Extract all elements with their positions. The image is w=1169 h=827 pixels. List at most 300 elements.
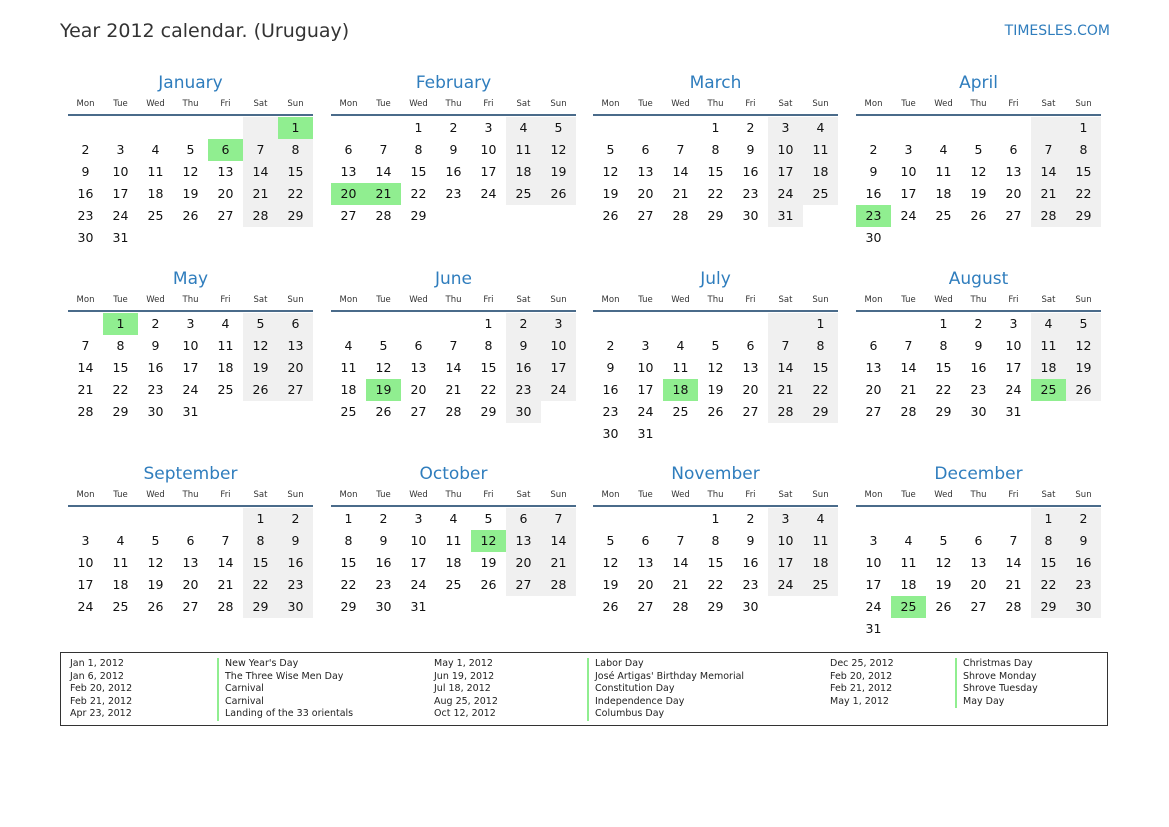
day-cell: 14 (243, 161, 278, 183)
day-cell: 31 (768, 205, 803, 227)
day-grid (856, 117, 1101, 249)
day-cell: 23 (375, 577, 392, 592)
weekday-label: Thu (970, 99, 987, 109)
day-cell: 13 (182, 555, 199, 570)
holiday-name: Carnival (217, 696, 264, 709)
day-cell: 17 (541, 357, 576, 379)
day-cell: 11 (445, 533, 462, 548)
day-cell: 11 (1031, 335, 1066, 357)
weekday-label: Mon (601, 490, 620, 500)
day-cell: 12 (375, 360, 392, 375)
brand-link[interactable]: TIMESLES.COM (1004, 23, 1110, 39)
day-cell: 24 (637, 404, 654, 419)
day-cell: 31 (637, 426, 654, 441)
holiday-name: Constitution Day (587, 683, 675, 696)
day-cell: 8 (484, 338, 493, 353)
month-february (331, 72, 576, 227)
holiday-day-cell: 20 (331, 183, 366, 205)
day-cell: 1 (711, 511, 720, 526)
day-cell: 9 (974, 338, 983, 353)
weekday-label: Sat (778, 295, 793, 305)
weekday-label: Mon (864, 490, 883, 500)
holiday-date: Aug 25, 2012 (434, 695, 498, 707)
day-cell: 13 (742, 360, 759, 375)
day-cell: 11 (112, 555, 129, 570)
holiday-day-cell: 23 (856, 205, 891, 227)
day-blank (366, 313, 401, 335)
weekday-label: Fri (745, 295, 756, 305)
day-cell: 21 (672, 186, 689, 201)
day-cell: 1 (414, 120, 423, 135)
day-cell: 4 (904, 533, 913, 548)
day-cell: 9 (151, 338, 160, 353)
day-cell: 19 (480, 555, 497, 570)
day-cell: 6 (344, 142, 353, 157)
day-cell: 28 (672, 208, 689, 223)
day-cell: 15 (1031, 552, 1066, 574)
day-cell: 15 (707, 164, 724, 179)
weekday-label: Thu (970, 295, 987, 305)
day-cell: 29 (480, 404, 497, 419)
day-cell: 17 (865, 577, 882, 592)
weekday-label: Thu (707, 490, 724, 500)
weekday-label: Tue (638, 490, 653, 500)
day-cell: 4 (1031, 313, 1066, 335)
weekday-header (68, 293, 313, 312)
day-cell: 4 (221, 316, 230, 331)
day-cell: 9 (1066, 530, 1101, 552)
holiday-name: Christmas Day (955, 658, 1033, 671)
month-september (68, 463, 313, 618)
weekday-label: Thu (445, 490, 462, 500)
day-cell: 19 (970, 186, 987, 201)
weekday-label: Thu (707, 295, 724, 305)
day-cell: 6 (1009, 142, 1018, 157)
month-november (593, 463, 838, 618)
day-cell: 22 (707, 577, 724, 592)
day-cell: 1 (243, 508, 278, 530)
day-cell: 3 (641, 338, 650, 353)
day-cell: 4 (803, 117, 838, 139)
weekday-label: Tue (376, 99, 391, 109)
weekday-label: Wed (146, 99, 165, 109)
day-cell: 2 (379, 511, 388, 526)
weekday-label: Wed (671, 490, 690, 500)
weekday-label: Thu (182, 99, 199, 109)
day-cell: 20 (742, 382, 759, 397)
day-cell: 26 (541, 183, 576, 205)
day-grid (68, 508, 313, 618)
weekday-label: Sun (812, 490, 829, 500)
day-cell: 5 (1066, 313, 1101, 335)
month-name: September (143, 464, 238, 484)
day-cell: 13 (340, 164, 357, 179)
day-cell: 16 (970, 360, 987, 375)
day-cell: 4 (344, 338, 353, 353)
day-cell: 10 (900, 164, 917, 179)
weekday-header (331, 293, 576, 312)
day-cell: 12 (182, 164, 199, 179)
day-cell: 4 (506, 117, 541, 139)
day-cell: 17 (77, 577, 94, 592)
day-cell: 24 (182, 382, 199, 397)
day-cell: 3 (1009, 316, 1018, 331)
day-blank (663, 313, 698, 335)
day-cell: 29 (1066, 205, 1101, 227)
weekday-label: Fri (745, 99, 756, 109)
day-cell: 29 (410, 208, 427, 223)
weekday-label: Sat (516, 99, 531, 109)
day-cell: 26 (480, 577, 497, 592)
weekday-label: Thu (445, 295, 462, 305)
day-cell: 13 (637, 164, 654, 179)
holiday-name: Shrove Tuesday (955, 683, 1038, 696)
day-cell: 30 (375, 599, 392, 614)
day-cell: 19 (707, 382, 724, 397)
day-cell: 2 (1066, 508, 1101, 530)
day-grid (593, 313, 838, 445)
day-cell: 14 (217, 555, 234, 570)
weekday-label: Sat (1041, 295, 1056, 305)
weekday-label: Tue (638, 295, 653, 305)
day-cell: 23 (278, 574, 313, 596)
day-cell: 27 (970, 599, 987, 614)
month-january (68, 72, 313, 249)
weekday-label: Sun (550, 99, 567, 109)
day-cell: 16 (602, 382, 619, 397)
day-cell: 21 (672, 577, 689, 592)
weekday-label: Sat (253, 490, 268, 500)
weekday-label: Sun (287, 490, 304, 500)
day-cell: 2 (506, 313, 541, 335)
weekday-label: Sat (253, 99, 268, 109)
day-cell: 15 (935, 360, 952, 375)
day-cell: 28 (1005, 599, 1022, 614)
day-cell: 5 (243, 313, 278, 335)
month-june (331, 268, 576, 423)
weekday-label: Tue (376, 295, 391, 305)
day-blank (856, 117, 891, 139)
weekday-label: Tue (113, 490, 128, 500)
day-cell: 15 (480, 360, 497, 375)
day-cell: 28 (375, 208, 392, 223)
day-cell: 18 (900, 577, 917, 592)
day-grid (593, 117, 838, 227)
weekday-label: Wed (671, 295, 690, 305)
holiday-name: José Artigas' Birthday Memorial (587, 671, 744, 684)
weekday-label: Tue (901, 99, 916, 109)
day-cell: 20 (410, 382, 427, 397)
month-name: May (172, 269, 209, 289)
weekday-label: Tue (638, 99, 653, 109)
day-cell: 27 (637, 208, 654, 223)
day-cell: 27 (182, 599, 199, 614)
day-cell: 15 (803, 357, 838, 379)
month-april (856, 72, 1101, 249)
day-cell: 14 (900, 360, 917, 375)
day-cell: 22 (480, 382, 497, 397)
day-cell: 7 (676, 142, 685, 157)
day-blank (628, 508, 663, 530)
day-blank (208, 117, 243, 139)
holiday-name: Columbus Day (587, 708, 664, 721)
day-cell: 26 (147, 599, 164, 614)
weekday-label: Mon (339, 295, 358, 305)
day-cell: 23 (602, 404, 619, 419)
day-cell: 20 (970, 577, 987, 592)
day-cell: 27 (1005, 208, 1022, 223)
day-cell: 20 (637, 577, 654, 592)
day-cell: 29 (1031, 596, 1066, 618)
day-cell: 14 (77, 360, 94, 375)
day-cell: 13 (1005, 164, 1022, 179)
day-cell: 12 (541, 139, 576, 161)
day-blank (331, 313, 366, 335)
weekday-label: Fri (483, 490, 494, 500)
day-cell: 28 (243, 205, 278, 227)
day-cell: 10 (1005, 338, 1022, 353)
weekday-label: Wed (934, 99, 953, 109)
holiday-date: Dec 25, 2012 (830, 658, 894, 669)
day-cell: 15 (410, 164, 427, 179)
day-grid (856, 508, 1101, 640)
day-cell: 5 (541, 117, 576, 139)
day-blank (663, 508, 698, 530)
page-title: Year 2012 calendar. (Uruguay) (60, 20, 350, 42)
day-cell: 16 (742, 164, 759, 179)
weekday-label: Wed (934, 490, 953, 500)
day-cell: 14 (445, 360, 462, 375)
day-cell: 3 (768, 117, 803, 139)
day-cell: 4 (449, 511, 458, 526)
day-cell: 6 (641, 142, 650, 157)
weekday-label: Tue (376, 490, 391, 500)
day-cell: 25 (506, 183, 541, 205)
day-cell: 23 (506, 379, 541, 401)
day-cell: 21 (1031, 183, 1066, 205)
day-cell: 28 (77, 404, 94, 419)
day-cell: 2 (606, 338, 615, 353)
day-cell: 18 (935, 186, 952, 201)
weekday-label: Fri (483, 295, 494, 305)
weekday-label: Sun (550, 295, 567, 305)
month-october (331, 463, 576, 618)
day-cell: 11 (935, 164, 952, 179)
day-cell: 2 (746, 511, 755, 526)
day-cell: 28 (900, 404, 917, 419)
day-cell: 21 (243, 183, 278, 205)
day-cell: 28 (217, 599, 234, 614)
weekday-label: Wed (409, 295, 428, 305)
day-cell: 8 (939, 338, 948, 353)
day-blank (961, 117, 996, 139)
day-cell: 11 (147, 164, 164, 179)
holiday-date: Apr 23, 2012 (70, 708, 132, 720)
day-cell: 18 (803, 161, 838, 183)
day-cell: 4 (151, 142, 160, 157)
day-cell: 17 (480, 164, 497, 179)
day-cell: 10 (768, 139, 803, 161)
day-cell: 22 (278, 183, 313, 205)
holiday-date: Jan 1, 2012 (70, 658, 124, 669)
day-cell: 8 (1066, 139, 1101, 161)
day-cell: 25 (445, 577, 462, 592)
day-cell: 24 (900, 208, 917, 223)
weekday-header (593, 488, 838, 507)
holiday-date: Feb 21, 2012 (70, 695, 133, 707)
day-cell: 19 (602, 577, 619, 592)
day-cell: 22 (243, 574, 278, 596)
weekday-label: Tue (901, 490, 916, 500)
day-cell: 5 (379, 338, 388, 353)
day-cell: 4 (939, 142, 948, 157)
day-cell: 22 (707, 186, 724, 201)
holiday-day-cell: 18 (663, 379, 698, 401)
day-cell: 21 (541, 552, 576, 574)
holiday-date: Jul 18, 2012 (434, 683, 491, 695)
day-cell: 20 (217, 186, 234, 201)
day-cell: 26 (182, 208, 199, 223)
day-cell: 29 (803, 401, 838, 423)
day-cell: 5 (606, 142, 615, 157)
day-cell: 31 (1005, 404, 1022, 419)
day-cell: 10 (77, 555, 94, 570)
day-cell: 18 (112, 577, 129, 592)
day-cell: 11 (217, 338, 234, 353)
day-blank (628, 117, 663, 139)
holiday-date: May 1, 2012 (830, 695, 889, 707)
day-cell: 25 (672, 404, 689, 419)
weekday-label: Thu (707, 99, 724, 109)
weekday-label: Sat (516, 490, 531, 500)
day-cell: 22 (340, 577, 357, 592)
weekday-header (593, 293, 838, 312)
day-cell: 24 (1005, 382, 1022, 397)
day-cell: 28 (672, 599, 689, 614)
day-cell: 12 (935, 555, 952, 570)
day-cell: 10 (112, 164, 129, 179)
day-cell: 3 (904, 142, 913, 157)
day-cell: 30 (865, 230, 882, 245)
day-cell: 9 (81, 164, 90, 179)
day-blank (593, 117, 628, 139)
day-cell: 7 (1009, 533, 1018, 548)
holiday-date: Oct 12, 2012 (434, 708, 496, 720)
weekday-header (856, 488, 1101, 507)
day-cell: 26 (1066, 379, 1101, 401)
weekday-label: Tue (901, 295, 916, 305)
weekday-label: Sun (550, 490, 567, 500)
day-cell: 30 (742, 599, 759, 614)
day-blank (103, 508, 138, 530)
day-blank (401, 313, 436, 335)
holiday-day-cell: 6 (208, 139, 243, 161)
day-cell: 14 (768, 357, 803, 379)
day-cell: 22 (410, 186, 427, 201)
day-cell: 17 (768, 552, 803, 574)
day-blank (996, 508, 1031, 530)
day-cell: 31 (182, 404, 199, 419)
day-cell: 15 (707, 555, 724, 570)
month-name: July (700, 269, 731, 289)
day-blank (243, 117, 278, 139)
day-cell: 14 (672, 555, 689, 570)
day-cell: 17 (410, 555, 427, 570)
weekday-label: Sat (1041, 99, 1056, 109)
day-cell: 24 (768, 183, 803, 205)
day-cell: 24 (768, 574, 803, 596)
day-cell: 3 (81, 533, 90, 548)
day-cell: 2 (974, 316, 983, 331)
day-cell: 19 (935, 577, 952, 592)
day-cell: 25 (935, 208, 952, 223)
day-cell: 29 (278, 205, 313, 227)
day-cell: 2 (151, 316, 160, 331)
day-grid (593, 508, 838, 618)
day-blank (733, 313, 768, 335)
day-cell: 12 (147, 555, 164, 570)
day-cell: 25 (803, 574, 838, 596)
day-blank (926, 117, 961, 139)
weekday-label: Wed (409, 490, 428, 500)
weekday-label: Thu (445, 99, 462, 109)
weekday-label: Sat (516, 295, 531, 305)
day-blank (331, 117, 366, 139)
day-blank (891, 508, 926, 530)
day-cell: 19 (182, 186, 199, 201)
day-cell: 8 (344, 533, 353, 548)
day-cell: 4 (803, 508, 838, 530)
day-cell: 15 (340, 555, 357, 570)
day-cell: 27 (742, 404, 759, 419)
day-cell: 27 (340, 208, 357, 223)
holiday-day-cell: 12 (471, 530, 506, 552)
day-cell: 17 (768, 161, 803, 183)
weekday-label: Sat (1041, 490, 1056, 500)
day-cell: 8 (803, 335, 838, 357)
month-name: February (415, 73, 492, 93)
day-blank (436, 313, 471, 335)
day-cell: 5 (939, 533, 948, 548)
weekday-label: Mon (864, 99, 883, 109)
day-blank (593, 313, 628, 335)
day-cell: 3 (484, 120, 493, 135)
weekday-header (856, 97, 1101, 116)
day-cell: 28 (768, 401, 803, 423)
day-cell: 2 (449, 120, 458, 135)
weekday-label: Wed (934, 295, 953, 305)
day-cell: 22 (112, 382, 129, 397)
day-cell: 18 (340, 382, 357, 397)
weekday-label: Fri (745, 490, 756, 500)
day-cell: 23 (445, 186, 462, 201)
weekday-header (68, 488, 313, 507)
day-cell: 17 (637, 382, 654, 397)
weekday-label: Sun (812, 99, 829, 109)
weekday-label: Fri (1008, 490, 1019, 500)
day-cell: 19 (1066, 357, 1101, 379)
day-cell: 30 (77, 230, 94, 245)
day-cell: 5 (606, 533, 615, 548)
day-cell: 26 (935, 599, 952, 614)
month-name: March (689, 73, 742, 93)
day-cell: 30 (278, 596, 313, 618)
day-cell: 20 (506, 552, 541, 574)
day-blank (698, 313, 733, 335)
day-cell: 24 (541, 379, 576, 401)
day-cell: 9 (869, 164, 878, 179)
day-blank (138, 508, 173, 530)
